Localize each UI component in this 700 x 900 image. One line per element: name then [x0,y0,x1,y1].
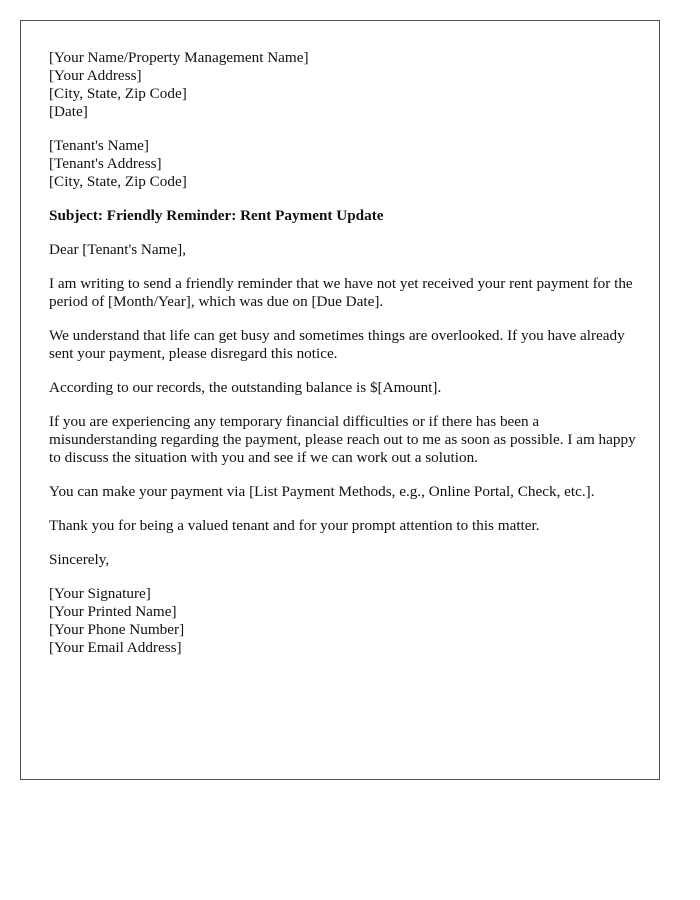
signature-placeholder: [Your Signature] [49,585,151,602]
subject-line: Subject: Friendly Reminder: Rent Payment Update [49,207,384,224]
letter-date: [Date] [49,103,88,120]
paragraph-understanding: We understand that life can get busy and sometimes things are overlooked. If you have already sent your payment, please disregard this notice. [49,327,625,362]
phone-number: [Your Phone Number] [49,621,185,638]
signature-block [49,585,639,657]
recipient-name: [Tenant's Name] [49,137,149,154]
sender-address: [Your Address] [49,67,142,84]
email-address: [Your Email Address] [49,639,182,656]
sender-name: [Your Name/Property Management Name] [49,49,309,66]
paragraph-thanks: Thank you for being a valued tenant and for your prompt attention to this matter. [49,517,540,534]
closing: Sincerely, [49,551,110,568]
recipient-city-state-zip: [City, State, Zip Code] [49,173,187,190]
recipient-block [49,137,639,191]
printed-name: [Your Printed Name] [49,603,177,620]
sender-block [49,49,639,121]
letter-body [49,49,639,673]
recipient-address: [Tenant's Address] [49,155,162,172]
paragraph-balance: According to our records, the outstanding balance is $[Amount]. [49,379,442,396]
paragraph-reminder: I am writing to send a friendly reminder that we have not yet received your rent payment for the period of [Month/Year], which was due on [Due Date]. [49,275,633,310]
salutation: Dear [Tenant's Name], [49,241,187,258]
paragraph-payment-methods: You can make your payment via [List Payment Methods, e.g., Online Portal, Check, etc.]. [49,483,595,500]
letter-page [20,20,660,780]
paragraph-difficulties: If you are experiencing any temporary financial difficulties or if there has been a misunderstanding regarding the payment, please reach out to me as soon as possible. I am happy to discuss the situation with you and see if we can work out a solution. [49,413,636,466]
sender-city-state-zip: [City, State, Zip Code] [49,85,187,102]
